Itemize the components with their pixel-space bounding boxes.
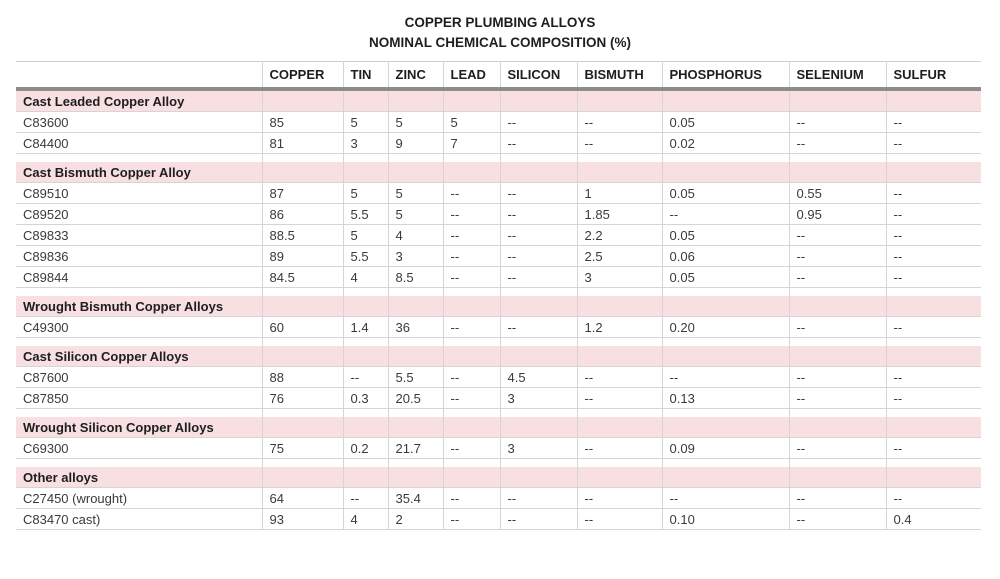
title-line-2: NOMINAL CHEMICAL COMPOSITION (%)	[369, 35, 631, 50]
composition-cell: 7	[443, 133, 500, 154]
spacer-cell	[388, 338, 443, 347]
spacer-cell	[662, 459, 789, 468]
spacer-cell	[443, 338, 500, 347]
spacer-cell	[886, 409, 981, 418]
spacer-cell	[886, 338, 981, 347]
composition-cell: 4.5	[500, 367, 577, 388]
alloy-designation-cell: C69300	[16, 438, 262, 459]
column-header-alloy	[16, 62, 262, 90]
table-body	[16, 89, 981, 530]
group-name: Cast Leaded Copper Alloy	[16, 89, 262, 112]
group-header-cell	[343, 346, 388, 367]
group-name: Wrought Bismuth Copper Alloys	[16, 296, 262, 317]
composition-cell: --	[443, 388, 500, 409]
group-header-cell	[388, 467, 443, 488]
group-header-row	[16, 89, 981, 112]
group-spacer-row	[16, 288, 981, 297]
alloy-designation-cell: C49300	[16, 317, 262, 338]
table-row	[16, 267, 981, 288]
group-header-cell	[500, 296, 577, 317]
composition-cell: --	[500, 112, 577, 133]
composition-cell: --	[789, 388, 886, 409]
spacer-cell	[16, 459, 262, 468]
group-header-cell	[262, 417, 343, 438]
composition-cell: 2.5	[577, 246, 662, 267]
composition-cell: --	[343, 367, 388, 388]
group-header-row	[16, 162, 981, 183]
composition-cell: --	[500, 317, 577, 338]
table-row	[16, 488, 981, 509]
spacer-cell	[577, 288, 662, 297]
column-header-lead: LEAD	[443, 62, 500, 90]
composition-cell: --	[886, 438, 981, 459]
group-header-cell	[443, 467, 500, 488]
composition-cell: 1.2	[577, 317, 662, 338]
composition-cell: --	[886, 317, 981, 338]
composition-cell: --	[886, 488, 981, 509]
group-header-cell	[343, 467, 388, 488]
composition-cell: --	[500, 204, 577, 225]
alloy-designation-cell: C87600	[16, 367, 262, 388]
group-header-cell	[662, 467, 789, 488]
composition-cell: --	[886, 367, 981, 388]
group-header-cell	[500, 89, 577, 112]
composition-cell: 2.2	[577, 225, 662, 246]
composition-cell: 20.5	[388, 388, 443, 409]
alloy-designation-cell: C89844	[16, 267, 262, 288]
spacer-cell	[388, 409, 443, 418]
composition-cell: 0.05	[662, 112, 789, 133]
composition-cell: --	[500, 133, 577, 154]
group-header-cell	[500, 417, 577, 438]
composition-cell: 5.5	[343, 204, 388, 225]
group-header-cell	[262, 89, 343, 112]
composition-cell: 1.4	[343, 317, 388, 338]
group-name: Cast Silicon Copper Alloys	[16, 346, 262, 367]
composition-cell: --	[500, 183, 577, 204]
composition-cell: 3	[343, 133, 388, 154]
column-header-bismuth: BISMUTH	[577, 62, 662, 90]
spacer-cell	[789, 409, 886, 418]
column-header-sulfur: SULFUR	[886, 62, 981, 90]
composition-cell: 5	[388, 183, 443, 204]
group-header-cell	[886, 296, 981, 317]
composition-cell: 5	[343, 183, 388, 204]
group-spacer-row	[16, 409, 981, 418]
composition-cell: --	[577, 133, 662, 154]
group-header-cell	[262, 346, 343, 367]
spacer-cell	[500, 288, 577, 297]
group-header-cell	[500, 346, 577, 367]
group-header-cell	[500, 162, 577, 183]
group-header-cell	[443, 346, 500, 367]
spacer-cell	[577, 409, 662, 418]
composition-cell: --	[662, 367, 789, 388]
composition-cell: --	[577, 438, 662, 459]
group-header-cell	[662, 162, 789, 183]
group-header-cell	[388, 89, 443, 112]
composition-cell: 0.95	[789, 204, 886, 225]
composition-cell: 89	[262, 246, 343, 267]
composition-cell: 0.05	[662, 225, 789, 246]
composition-cell: 76	[262, 388, 343, 409]
group-header-cell	[886, 162, 981, 183]
composition-cell: --	[789, 133, 886, 154]
composition-cell: 1	[577, 183, 662, 204]
composition-cell: --	[500, 225, 577, 246]
alloy-designation-cell: C27450 (wrought)	[16, 488, 262, 509]
composition-cell: 0.20	[662, 317, 789, 338]
spacer-cell	[16, 338, 262, 347]
group-header-cell	[388, 346, 443, 367]
spacer-cell	[886, 459, 981, 468]
composition-cell: --	[789, 488, 886, 509]
spacer-cell	[500, 459, 577, 468]
composition-cell: --	[886, 133, 981, 154]
spacer-cell	[262, 338, 343, 347]
spacer-cell	[789, 338, 886, 347]
spacer-cell	[577, 154, 662, 163]
table-row	[16, 246, 981, 267]
group-header-cell	[443, 296, 500, 317]
spacer-cell	[662, 288, 789, 297]
spacer-cell	[789, 459, 886, 468]
composition-cell: --	[886, 246, 981, 267]
composition-cell: 5	[343, 112, 388, 133]
composition-cell: 4	[343, 509, 388, 530]
alloy-designation-cell: C89833	[16, 225, 262, 246]
composition-cell: --	[500, 267, 577, 288]
spacer-cell	[262, 409, 343, 418]
group-header-cell	[262, 467, 343, 488]
spacer-cell	[343, 338, 388, 347]
composition-cell: 0.05	[662, 267, 789, 288]
group-header-cell	[886, 89, 981, 112]
composition-cell: 87	[262, 183, 343, 204]
group-header-cell	[500, 467, 577, 488]
composition-cell: 4	[388, 225, 443, 246]
composition-cell: 85	[262, 112, 343, 133]
spacer-cell	[443, 459, 500, 468]
group-header-cell	[789, 89, 886, 112]
composition-cell: 88.5	[262, 225, 343, 246]
composition-cell: 5	[388, 112, 443, 133]
alloy-designation-cell: C89510	[16, 183, 262, 204]
composition-cell: --	[662, 204, 789, 225]
composition-cell: --	[577, 509, 662, 530]
table-row	[16, 388, 981, 409]
group-header-row	[16, 417, 981, 438]
composition-cell: 35.4	[388, 488, 443, 509]
group-header-cell	[343, 417, 388, 438]
group-header-row	[16, 346, 981, 367]
composition-cell: --	[500, 488, 577, 509]
group-header-row	[16, 467, 981, 488]
composition-cell: --	[789, 509, 886, 530]
group-name: Other alloys	[16, 467, 262, 488]
composition-cell: --	[443, 488, 500, 509]
group-header-cell	[577, 89, 662, 112]
composition-cell: 93	[262, 509, 343, 530]
composition-cell: --	[789, 246, 886, 267]
group-header-cell	[662, 296, 789, 317]
composition-cell: 0.06	[662, 246, 789, 267]
spacer-cell	[662, 154, 789, 163]
column-header-row	[16, 62, 981, 90]
group-name: Cast Bismuth Copper Alloy	[16, 162, 262, 183]
composition-cell: 5.5	[343, 246, 388, 267]
spacer-cell	[262, 288, 343, 297]
table-row	[16, 225, 981, 246]
column-header-selenium: SELENIUM	[789, 62, 886, 90]
table-row	[16, 438, 981, 459]
spacer-cell	[789, 154, 886, 163]
composition-cell: 0.2	[343, 438, 388, 459]
composition-cell: --	[577, 388, 662, 409]
spacer-cell	[343, 409, 388, 418]
composition-cell: 5	[343, 225, 388, 246]
title-line-1: COPPER PLUMBING ALLOYS	[404, 15, 596, 30]
group-header-cell	[388, 162, 443, 183]
group-spacer-row	[16, 459, 981, 468]
table-row	[16, 183, 981, 204]
composition-cell: 0.05	[662, 183, 789, 204]
composition-cell: 5	[388, 204, 443, 225]
spacer-cell	[443, 154, 500, 163]
group-header-cell	[577, 162, 662, 183]
composition-cell: --	[789, 267, 886, 288]
spacer-cell	[388, 459, 443, 468]
group-header-cell	[443, 162, 500, 183]
spacer-cell	[662, 338, 789, 347]
spacer-cell	[443, 288, 500, 297]
composition-cell: 3	[388, 246, 443, 267]
composition-cell: --	[886, 225, 981, 246]
composition-cell: --	[443, 317, 500, 338]
composition-cell: --	[443, 204, 500, 225]
spacer-cell	[343, 154, 388, 163]
spacer-cell	[16, 409, 262, 418]
composition-cell: --	[662, 488, 789, 509]
composition-cell: 64	[262, 488, 343, 509]
spacer-cell	[343, 288, 388, 297]
composition-cell: --	[886, 183, 981, 204]
composition-cell: --	[886, 267, 981, 288]
group-header-cell	[789, 296, 886, 317]
group-header-cell	[443, 89, 500, 112]
table-row	[16, 204, 981, 225]
composition-cell: --	[789, 317, 886, 338]
spacer-cell	[16, 288, 262, 297]
spacer-cell	[500, 409, 577, 418]
group-header-cell	[789, 417, 886, 438]
composition-cell: 84.5	[262, 267, 343, 288]
spacer-cell	[886, 288, 981, 297]
alloy-designation-cell: C89836	[16, 246, 262, 267]
group-header-cell	[262, 162, 343, 183]
group-spacer-row	[16, 154, 981, 163]
spacer-cell	[789, 288, 886, 297]
composition-cell: 0.3	[343, 388, 388, 409]
alloy-designation-cell: C83600	[16, 112, 262, 133]
spacer-cell	[577, 459, 662, 468]
composition-table	[16, 61, 981, 530]
composition-cell: 3	[500, 388, 577, 409]
composition-cell: 9	[388, 133, 443, 154]
composition-cell: 8.5	[388, 267, 443, 288]
composition-cell: --	[443, 225, 500, 246]
composition-cell: --	[886, 388, 981, 409]
table-title	[0, 13, 1000, 53]
composition-cell: --	[886, 204, 981, 225]
group-header-cell	[343, 162, 388, 183]
table-row	[16, 317, 981, 338]
composition-cell: 3	[500, 438, 577, 459]
composition-cell: --	[789, 112, 886, 133]
composition-cell: 88	[262, 367, 343, 388]
composition-cell: 0.02	[662, 133, 789, 154]
spacer-cell	[16, 154, 262, 163]
alloy-designation-cell: C87850	[16, 388, 262, 409]
spacer-cell	[500, 154, 577, 163]
group-header-cell	[577, 467, 662, 488]
composition-cell: --	[789, 367, 886, 388]
composition-cell: --	[443, 438, 500, 459]
column-header-zinc: ZINC	[388, 62, 443, 90]
composition-cell: --	[500, 509, 577, 530]
composition-cell: --	[443, 183, 500, 204]
group-header-cell	[886, 346, 981, 367]
spacer-cell	[577, 338, 662, 347]
alloy-designation-cell: C89520	[16, 204, 262, 225]
spacer-cell	[886, 154, 981, 163]
composition-cell: --	[443, 509, 500, 530]
composition-cell: --	[789, 438, 886, 459]
composition-cell: 0.55	[789, 183, 886, 204]
composition-cell: --	[886, 112, 981, 133]
column-header-phosphorus: PHOSPHORUS	[662, 62, 789, 90]
table-row	[16, 112, 981, 133]
spacer-cell	[388, 154, 443, 163]
composition-cell: --	[577, 112, 662, 133]
group-header-cell	[388, 296, 443, 317]
spacer-cell	[443, 409, 500, 418]
group-header-cell	[577, 296, 662, 317]
composition-cell: --	[443, 246, 500, 267]
composition-cell: 4	[343, 267, 388, 288]
composition-cell: --	[577, 488, 662, 509]
composition-cell: --	[577, 367, 662, 388]
composition-cell: 0.13	[662, 388, 789, 409]
group-header-cell	[662, 89, 789, 112]
composition-cell: 36	[388, 317, 443, 338]
composition-cell: 5.5	[388, 367, 443, 388]
spacer-cell	[262, 459, 343, 468]
composition-cell: 86	[262, 204, 343, 225]
group-name: Wrought Silicon Copper Alloys	[16, 417, 262, 438]
column-header-silicon: SILICON	[500, 62, 577, 90]
group-header-cell	[789, 346, 886, 367]
composition-cell: --	[443, 267, 500, 288]
composition-cell: 0.10	[662, 509, 789, 530]
composition-cell: 0.4	[886, 509, 981, 530]
composition-cell: 3	[577, 267, 662, 288]
column-header-tin: TIN	[343, 62, 388, 90]
table-row	[16, 509, 981, 530]
alloy-designation-cell: C84400	[16, 133, 262, 154]
spacer-cell	[662, 409, 789, 418]
composition-cell: 21.7	[388, 438, 443, 459]
spacer-cell	[343, 459, 388, 468]
spacer-cell	[500, 338, 577, 347]
group-header-cell	[662, 417, 789, 438]
composition-cell: 81	[262, 133, 343, 154]
table-row	[16, 367, 981, 388]
group-header-cell	[577, 417, 662, 438]
group-header-cell	[443, 417, 500, 438]
group-header-cell	[577, 346, 662, 367]
composition-cell: 2	[388, 509, 443, 530]
group-header-cell	[789, 467, 886, 488]
group-header-row	[16, 296, 981, 317]
group-header-cell	[343, 89, 388, 112]
composition-cell: 0.09	[662, 438, 789, 459]
spacer-cell	[262, 154, 343, 163]
group-header-cell	[886, 417, 981, 438]
composition-cell: --	[343, 488, 388, 509]
composition-cell: --	[443, 367, 500, 388]
composition-cell: 1.85	[577, 204, 662, 225]
composition-cell: 5	[443, 112, 500, 133]
group-header-cell	[388, 417, 443, 438]
spacer-cell	[388, 288, 443, 297]
column-header-copper: COPPER	[262, 62, 343, 90]
group-header-cell	[789, 162, 886, 183]
alloy-designation-cell: C83470 cast)	[16, 509, 262, 530]
group-header-cell	[262, 296, 343, 317]
group-header-cell	[662, 346, 789, 367]
table-row	[16, 133, 981, 154]
composition-cell: 75	[262, 438, 343, 459]
composition-cell: 60	[262, 317, 343, 338]
group-spacer-row	[16, 338, 981, 347]
composition-cell: --	[500, 246, 577, 267]
group-header-cell	[886, 467, 981, 488]
group-header-cell	[343, 296, 388, 317]
composition-cell: --	[789, 225, 886, 246]
